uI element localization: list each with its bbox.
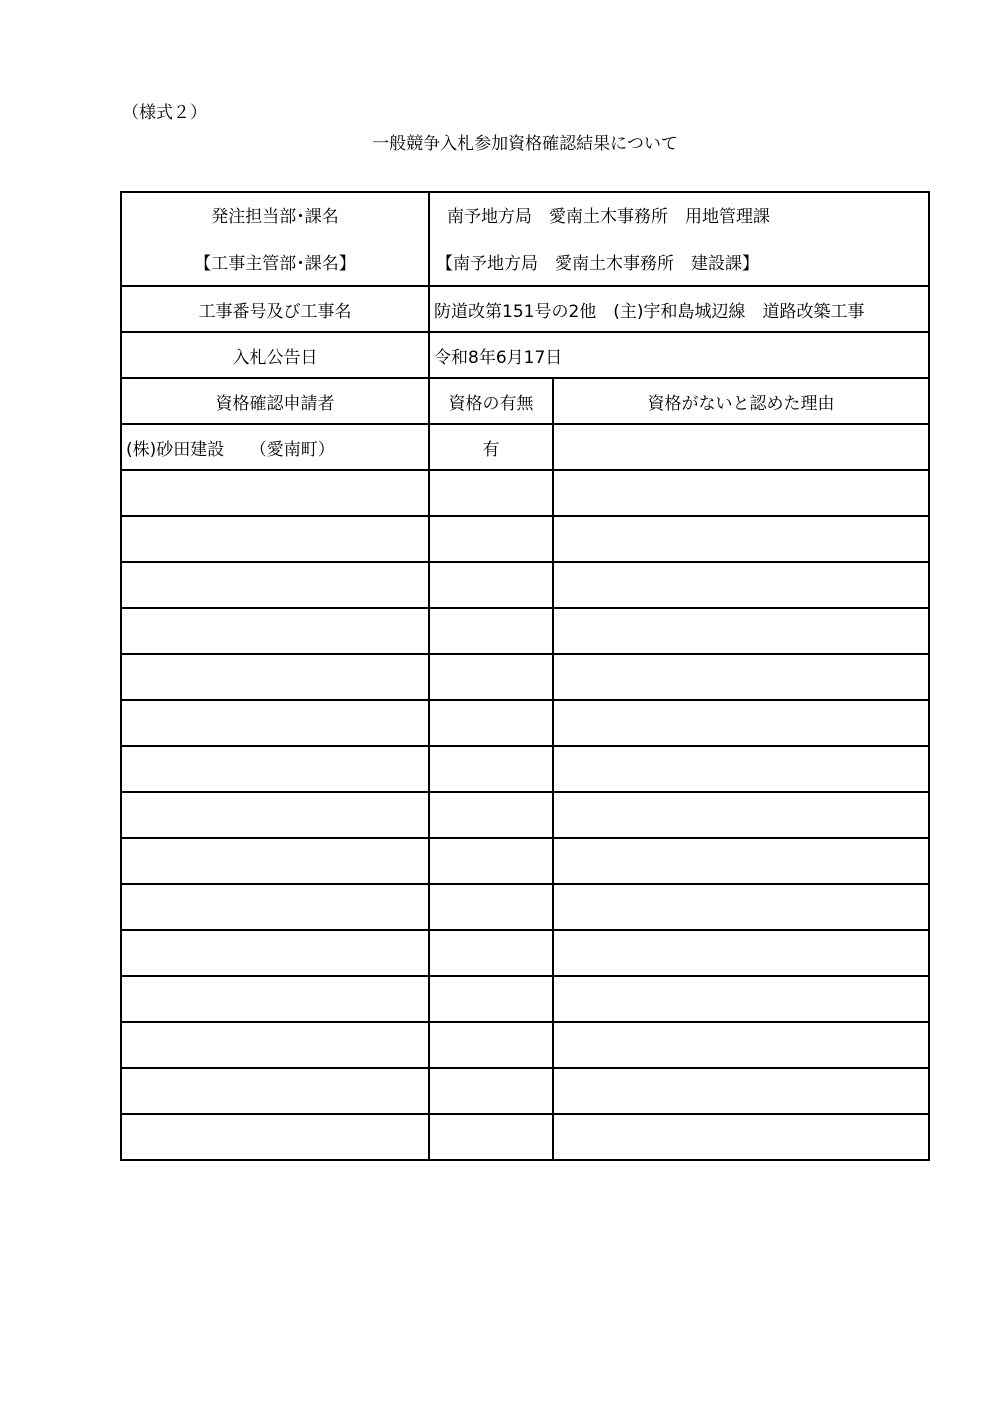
notice-date-row bbox=[121, 332, 929, 378]
eligibility-cell bbox=[429, 700, 553, 746]
table-row bbox=[121, 608, 929, 654]
reason-cell bbox=[553, 424, 929, 470]
ordering-department-value: 南予地方局 愛南土木事務所 用地管理課 bbox=[447, 207, 770, 227]
applicant-cell bbox=[121, 700, 429, 746]
eligibility-cell bbox=[429, 470, 553, 516]
eligibility-cell bbox=[429, 1114, 553, 1160]
table-row bbox=[121, 516, 929, 562]
supervising-department-label: 【工事主管部･課名】 bbox=[194, 254, 356, 274]
applicant-cell bbox=[121, 608, 429, 654]
eligibility-cell bbox=[429, 562, 553, 608]
table-row bbox=[121, 1068, 929, 1114]
table-row bbox=[121, 424, 929, 470]
table-row bbox=[121, 562, 929, 608]
eligibility-column-header: 資格の有無 bbox=[429, 378, 553, 424]
table-row bbox=[121, 654, 929, 700]
table-row bbox=[121, 1114, 929, 1160]
department-row bbox=[121, 192, 929, 286]
reason-cell bbox=[553, 470, 929, 516]
applicant-cell bbox=[121, 470, 429, 516]
applicant-cell bbox=[121, 516, 429, 562]
eligibility-cell: 有 bbox=[429, 424, 553, 470]
eligibility-cell bbox=[429, 976, 553, 1022]
reason-column-header: 資格がないと認めた理由 bbox=[553, 378, 929, 424]
applicant-column-header: 資格確認申請者 bbox=[121, 378, 429, 424]
form-number: （様式２） bbox=[122, 103, 207, 123]
applicant-cell bbox=[121, 1114, 429, 1160]
table-row bbox=[121, 470, 929, 516]
reason-cell bbox=[553, 562, 929, 608]
table-row bbox=[121, 792, 929, 838]
applicant-cell bbox=[121, 654, 429, 700]
applicant-cell bbox=[121, 838, 429, 884]
department-label-cell bbox=[121, 192, 429, 286]
project-value: 防道改第151号の2他 (主)宇和島城辺線 道路改築工事 bbox=[429, 286, 929, 332]
notice-date-label: 入札公告日 bbox=[121, 332, 429, 378]
table-row bbox=[121, 1022, 929, 1068]
applicant-cell bbox=[121, 562, 429, 608]
applicant-cell bbox=[121, 746, 429, 792]
project-label: 工事番号及び工事名 bbox=[121, 286, 429, 332]
eligibility-cell bbox=[429, 1068, 553, 1114]
department-value-cell bbox=[429, 192, 929, 286]
reason-cell bbox=[553, 516, 929, 562]
eligibility-cell bbox=[429, 1022, 553, 1068]
applicant-cell bbox=[121, 930, 429, 976]
eligibility-cell bbox=[429, 608, 553, 654]
applicant-cell bbox=[121, 1068, 429, 1114]
reason-cell bbox=[553, 976, 929, 1022]
eligibility-cell bbox=[429, 930, 553, 976]
applicant-cell: (株)砂田建設 （愛南町） bbox=[121, 424, 429, 470]
table-row bbox=[121, 746, 929, 792]
eligibility-cell bbox=[429, 792, 553, 838]
table-body bbox=[121, 192, 929, 1160]
applicant-cell bbox=[121, 884, 429, 930]
ordering-department-label: 発注担当部･課名 bbox=[211, 207, 339, 227]
eligibility-cell bbox=[429, 654, 553, 700]
reason-cell bbox=[553, 608, 929, 654]
reason-cell bbox=[553, 654, 929, 700]
eligibility-cell bbox=[429, 746, 553, 792]
table-row bbox=[121, 930, 929, 976]
reason-cell bbox=[553, 1068, 929, 1114]
notice-date-value: 令和8年6月17日 bbox=[429, 332, 929, 378]
project-row bbox=[121, 286, 929, 332]
reason-cell bbox=[553, 792, 929, 838]
reason-cell bbox=[553, 884, 929, 930]
reason-cell bbox=[553, 838, 929, 884]
eligibility-results-table bbox=[120, 191, 930, 1161]
reason-cell bbox=[553, 930, 929, 976]
eligibility-cell bbox=[429, 838, 553, 884]
reason-cell bbox=[553, 1114, 929, 1160]
reason-cell bbox=[553, 746, 929, 792]
applicant-cell bbox=[121, 792, 429, 838]
applicant-cell bbox=[121, 976, 429, 1022]
table-row bbox=[121, 976, 929, 1022]
applicant-cell bbox=[121, 1022, 429, 1068]
reason-cell bbox=[553, 1022, 929, 1068]
column-header-row bbox=[121, 378, 929, 424]
table-row bbox=[121, 700, 929, 746]
table-row bbox=[121, 884, 929, 930]
reason-cell bbox=[553, 700, 929, 746]
table-row bbox=[121, 838, 929, 884]
document-title: 一般競争入札参加資格確認結果について bbox=[372, 134, 678, 154]
eligibility-cell bbox=[429, 516, 553, 562]
eligibility-cell bbox=[429, 884, 553, 930]
supervising-department-value: 【南予地方局 愛南土木事務所 建設課】 bbox=[436, 254, 759, 274]
